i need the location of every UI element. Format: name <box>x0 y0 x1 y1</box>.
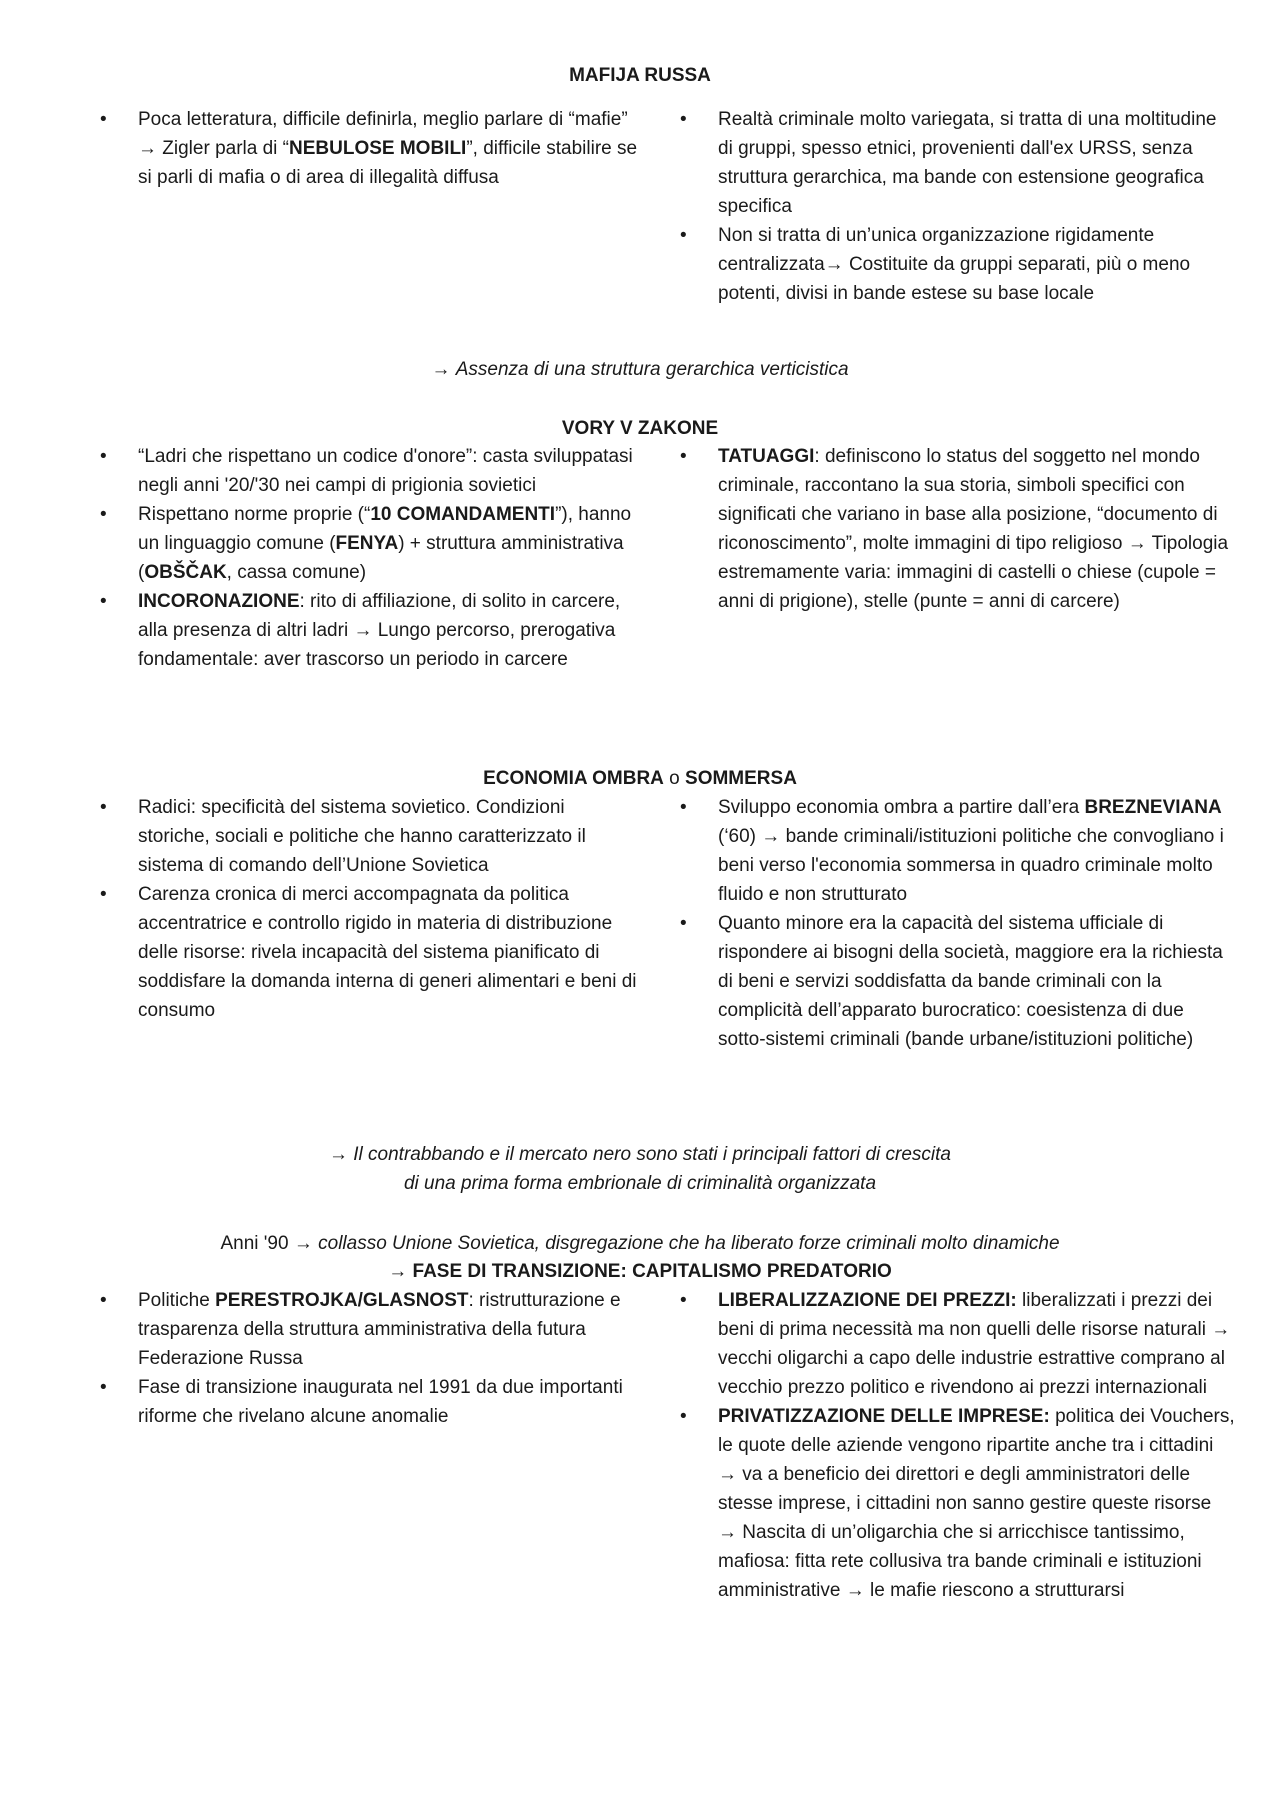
list-item: • Carenza cronica di merci accompagnata da politica accentratrice e controllo rigido in materia di distribuzione delle risorse: rivela incapacità del sistema pianificato di soddisfare la domanda interna di generi alimentari e beni di consumo <box>100 880 640 1025</box>
economia-conclusion-line-2: di una prima forma embrionale di criminalità organizzata <box>403 1173 877 1194</box>
intro-right-list <box>680 105 1235 308</box>
list-item: • Realtà criminale molto variegata, si tratta di una moltitudine di gruppi, spesso etnici, provenienti dall'ex URSS, senza struttura gerarchica, ma bande con estensione geografica specifica <box>680 105 1235 221</box>
list-item: • Poca letteratura, difficile definirla, meglio parlare di “mafie” → Zigler parla di “NEBULOSE MOBILI”, difficile stabilire se si parli di mafia o di area di illegalità diffusa <box>100 105 640 192</box>
page-title: MAFIJA RUSSA <box>569 65 711 86</box>
list-item: • LIBERALIZZAZIONE DEI PREZZI: liberalizzati i prezzi dei beni di prima necessità ma non quelli delle risorse naturali → vecchi oligarchi a capo delle industrie estrattive comprano al vecchio prezzo politico e rivendono ai prezzi internazionali <box>680 1286 1235 1402</box>
list-item: • Rispettano norme proprie (“10 COMANDAMENTI”), hanno un linguaggio comune (FENYA) + struttura amministrativa (OBŠČAK, cassa comune) <box>100 500 640 587</box>
list-item: • Fase di transizione inaugurata nel 1991 da due importanti riforme che rivelano alcune anomalie <box>100 1373 640 1431</box>
list-item: • Quanto minore era la capacità del sistema ufficiale di rispondere ai bisogni della società, maggiore era la richiesta di beni e servizi soddisfatta da bande criminali con la complicità dell’apparato burocratico: coesistenza di due sotto-sistemi criminali (bande urbane/istituzioni politiche) <box>680 909 1235 1054</box>
list-item: • TATUAGGI: definiscono lo status del soggetto nel mondo criminale, raccontano la sua storia, simboli specifici con significati che variano in base alla posizione, “documento di riconoscimento”, molte immagini di tipo religioso → Tipologia estremamente varia: immagini di castelli o chiese (cupole = anni di prigione), stelle (punte = anni di carcere) <box>680 442 1235 616</box>
list-item: • Sviluppo economia ombra a partire dall’era BREZNEVIANA (‘60) → bande criminali/istituzioni politiche che convogliano i beni verso l'economia sommersa in quadro criminale molto fluido e non strutturato <box>680 793 1235 909</box>
vory-left-list <box>100 442 640 674</box>
anni-90-intro: Anni '90 → collasso Unione Sovietica, disgregazione che ha liberato forze criminali molto dinamiche <box>220 1233 1060 1254</box>
list-item: • Non si tratta di un’unica organizzazione rigidamente centralizzata→ Costituite da gruppi separati, più o meno potenti, divisi in bande estese su base locale <box>680 221 1235 308</box>
economia-left-list <box>100 793 640 1025</box>
transizione-right-list <box>680 1286 1235 1605</box>
vory-right-list <box>680 442 1235 616</box>
section-heading-economia: ECONOMIA OMBRA o SOMMERSA <box>483 768 797 789</box>
list-item: • “Ladri che rispettano un codice d'onore”: casta sviluppatasi negli anni '20/'30 nei campi di prigionia sovietici <box>100 442 640 500</box>
list-item: • INCORONAZIONE: rito di affiliazione, di solito in carcere, alla presenza di altri ladri → Lungo percorso, prerogativa fondamentale: aver trascorso un periodo in carcere <box>100 587 640 674</box>
section-heading-vory: VORY V ZAKONE <box>561 418 719 439</box>
structure-conclusion: → Assenza di una struttura gerarchica verticistica <box>431 359 849 380</box>
intro-left-list <box>100 105 640 192</box>
list-item: • Radici: specificità del sistema sovietico. Condizioni storiche, sociali e politiche che hanno caratterizzato il sistema di comando dell’Unione Sovietica <box>100 793 640 880</box>
economia-right-list <box>680 793 1235 1054</box>
list-item: • Politiche PERESTROJKA/GLASNOST: ristrutturazione e trasparenza della struttura amministrativa della futura Federazione Russa <box>100 1286 640 1373</box>
section-heading-transizione: → FASE DI TRANSIZIONE: CAPITALISMO PREDATORIO <box>388 1261 892 1282</box>
list-item: • PRIVATIZZAZIONE DELLE IMPRESE: politica dei Vouchers, le quote delle aziende vengono ripartite anche tra i cittadini → va a beneficio dei direttori e degli amministratori delle stesse imprese, i cittadini non sanno gestire queste risorse → Nascita di un’oligarchia che si arricchisce tantissimo, mafiosa: fitta rete collusiva tra bande criminali e istituzioni amministrative → le mafie riescono a strutturarsi <box>680 1402 1235 1605</box>
economia-conclusion-line-1: → Il contrabbando e il mercato nero sono stati i principali fattori di crescita <box>328 1144 952 1165</box>
transizione-left-list <box>100 1286 640 1431</box>
